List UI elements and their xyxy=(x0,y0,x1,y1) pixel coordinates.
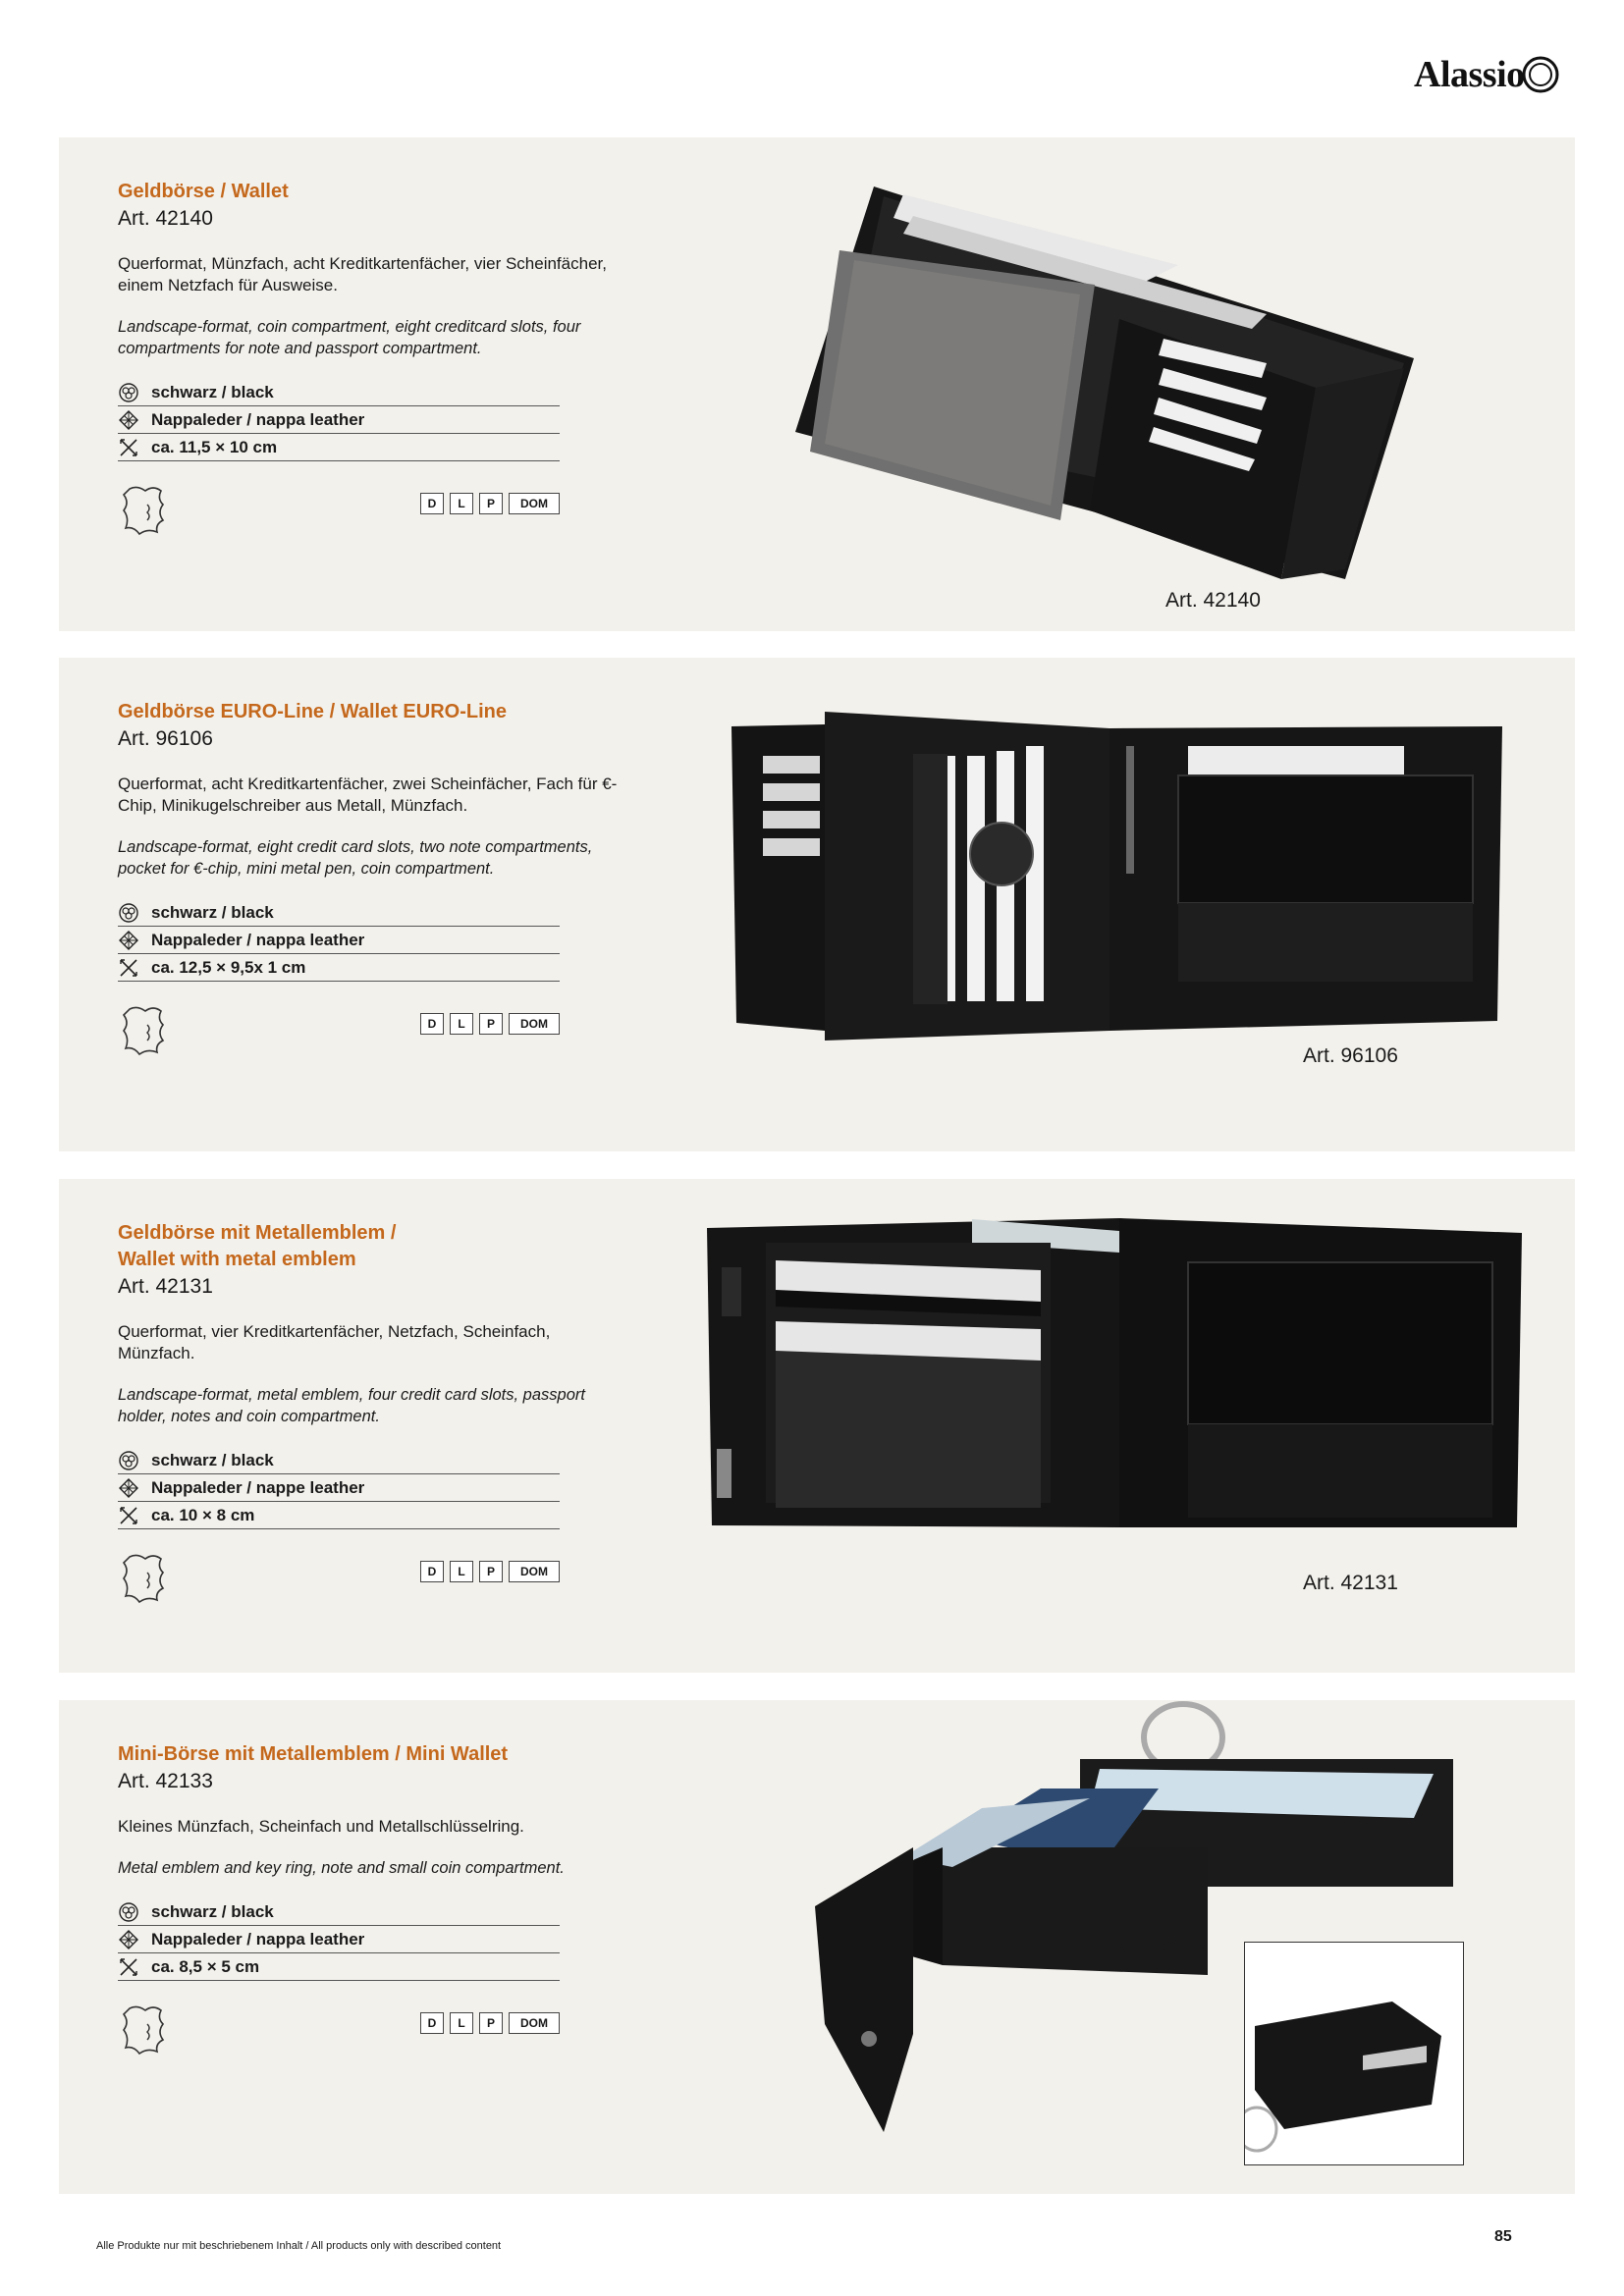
code-p: P xyxy=(479,493,503,514)
spec-color-value: schwarz / black xyxy=(151,902,274,922)
spec-color xyxy=(118,379,560,406)
genuine-leather-icon xyxy=(118,1003,171,1058)
badge-row xyxy=(118,1003,560,1062)
code-l: L xyxy=(450,493,473,514)
spec-size-value: ca. 10 × 8 cm xyxy=(151,1505,255,1524)
genuine-leather-icon xyxy=(118,2002,171,2057)
product-photo-wallet-96106 xyxy=(727,707,1512,1041)
footer-disclaimer: Alle Produkte nur mit beschriebenem Inhalt / All products only with described content xyxy=(96,2240,502,2252)
color-palette-icon xyxy=(118,902,139,924)
material-texture-icon xyxy=(118,409,139,431)
service-codes xyxy=(420,493,560,514)
description-english: Metal emblem and key ring, note and small coin compartment. xyxy=(118,1859,565,1877)
code-d: D xyxy=(420,1561,444,1582)
spec-list xyxy=(118,379,560,461)
product-title: Geldbörse EURO-Line / Wallet EURO-Line xyxy=(118,701,507,722)
product-panel-2 xyxy=(59,658,1575,1151)
description-english: Landscape-format, metal emblem, four credit card slots, passport holder, notes and coin compartment. xyxy=(118,1386,585,1425)
spec-color xyxy=(118,1898,560,1926)
product-photo-wallet-42140 xyxy=(717,157,1424,579)
product-info xyxy=(118,179,619,542)
code-d: D xyxy=(420,493,444,514)
anniversary-badge-icon xyxy=(1521,55,1560,94)
code-dom: DOM xyxy=(509,2012,560,2034)
spec-color-value: schwarz / black xyxy=(151,382,274,401)
product-photo-wallet-42131 xyxy=(707,1213,1522,1537)
spec-material-value: Nappaleder / nappa leather xyxy=(151,1929,365,1949)
spec-list xyxy=(118,1898,560,1981)
material-texture-icon xyxy=(118,1477,139,1499)
code-d: D xyxy=(420,1013,444,1035)
product-title: Geldbörse / Wallet xyxy=(118,181,289,202)
material-texture-icon xyxy=(118,930,139,951)
spec-material xyxy=(118,927,560,954)
service-codes xyxy=(420,1561,560,1582)
color-palette-icon xyxy=(118,1901,139,1923)
product-title-line-1: Geldbörse mit Metallemblem / xyxy=(118,1222,397,1244)
spec-color-value: schwarz / black xyxy=(151,1450,274,1469)
genuine-leather-icon xyxy=(118,1551,171,1606)
spec-material xyxy=(118,1926,560,1953)
spec-material-value: Nappaleder / nappa leather xyxy=(151,409,365,429)
code-p: P xyxy=(479,1013,503,1035)
product-detail-photo xyxy=(1245,1943,1463,2164)
dimensions-icon xyxy=(118,957,139,979)
spec-material xyxy=(118,1474,560,1502)
brand-name: Alassio xyxy=(1414,54,1525,95)
spec-color xyxy=(118,899,560,927)
photo-caption: Art. 42131 xyxy=(1303,1572,1398,1594)
description-german: Querformat, acht Kreditkartenfächer, zwei Scheinfächer, Fach für €-Chip, Minikugelschreiber aus Metall, Münzfach. xyxy=(118,774,618,815)
code-l: L xyxy=(450,1013,473,1035)
code-d: D xyxy=(420,2012,444,2034)
product-panel-1 xyxy=(59,137,1575,631)
product-art-number: Art. 42133 xyxy=(118,1770,213,1792)
color-palette-icon xyxy=(118,1450,139,1471)
spec-color xyxy=(118,1447,560,1474)
spec-color-value: schwarz / black xyxy=(151,1901,274,1921)
spec-list xyxy=(118,1447,560,1529)
spec-size xyxy=(118,954,560,982)
dimensions-icon xyxy=(118,1956,139,1978)
code-p: P xyxy=(479,1561,503,1582)
color-palette-icon xyxy=(118,382,139,403)
spec-size xyxy=(118,434,560,461)
genuine-leather-icon xyxy=(118,483,171,538)
badge-row xyxy=(118,2002,560,2061)
code-dom: DOM xyxy=(509,1561,560,1582)
badge-row xyxy=(118,1551,560,1610)
product-info xyxy=(118,699,619,1062)
photo-caption: Art. 42133 xyxy=(1111,1936,1207,1958)
product-art-number: Art. 96106 xyxy=(118,727,213,750)
brand-logo xyxy=(1414,47,1591,102)
code-l: L xyxy=(450,1561,473,1582)
spec-list xyxy=(118,899,560,982)
description-english: Landscape-format, coin compartment, eight creditcard slots, four compartments for note and passport compartment. xyxy=(118,318,581,357)
spec-size-value: ca. 8,5 × 5 cm xyxy=(151,1956,260,1976)
photo-caption: Art. 96106 xyxy=(1303,1044,1398,1067)
spec-size xyxy=(118,1953,560,1981)
code-dom: DOM xyxy=(509,1013,560,1035)
spec-size xyxy=(118,1502,560,1529)
code-p: P xyxy=(479,2012,503,2034)
badge-row xyxy=(118,483,560,542)
code-l: L xyxy=(450,2012,473,2034)
product-art-number: Art. 42131 xyxy=(118,1275,213,1298)
product-title: Mini-Börse mit Metallemblem / Mini Wallet xyxy=(118,1743,509,1765)
spec-size-value: ca. 12,5 × 9,5x 1 cm xyxy=(151,957,306,977)
service-codes xyxy=(420,1013,560,1035)
product-title-line-2: Wallet with metal emblem xyxy=(118,1249,356,1270)
page-number: 85 xyxy=(1494,2228,1512,2245)
spec-material-value: Nappaleder / nappe leather xyxy=(151,1477,365,1497)
product-panel-3 xyxy=(59,1179,1575,1673)
description-german: Kleines Münzfach, Scheinfach und Metallschlüsselring. xyxy=(118,1817,524,1836)
photo-caption: Art. 42140 xyxy=(1165,589,1261,612)
description-german: Querformat, vier Kreditkartenfächer, Netzfach, Scheinfach, Münzfach. xyxy=(118,1322,551,1362)
product-panel-4 xyxy=(59,1700,1575,2194)
product-art-number: Art. 42140 xyxy=(118,207,213,230)
spec-material-value: Nappaleder / nappa leather xyxy=(151,930,365,949)
dimensions-icon xyxy=(118,437,139,458)
spec-size-value: ca. 11,5 × 10 cm xyxy=(151,437,278,456)
description-german: Querformat, Münzfach, acht Kreditkartenfächer, vier Scheinfächer, einem Netzfach für Ausweise. xyxy=(118,254,607,294)
product-info xyxy=(118,1220,619,1610)
detail-thumbnail xyxy=(1244,1942,1464,2165)
code-dom: DOM xyxy=(509,493,560,514)
dimensions-icon xyxy=(118,1505,139,1526)
product-info xyxy=(118,1741,619,2061)
material-texture-icon xyxy=(118,1929,139,1950)
spec-material xyxy=(118,406,560,434)
service-codes xyxy=(420,2012,560,2034)
description-english: Landscape-format, eight credit card slots, two note compartments, pocket for €-chip, mini metal pen, coin compartment. xyxy=(118,838,593,878)
